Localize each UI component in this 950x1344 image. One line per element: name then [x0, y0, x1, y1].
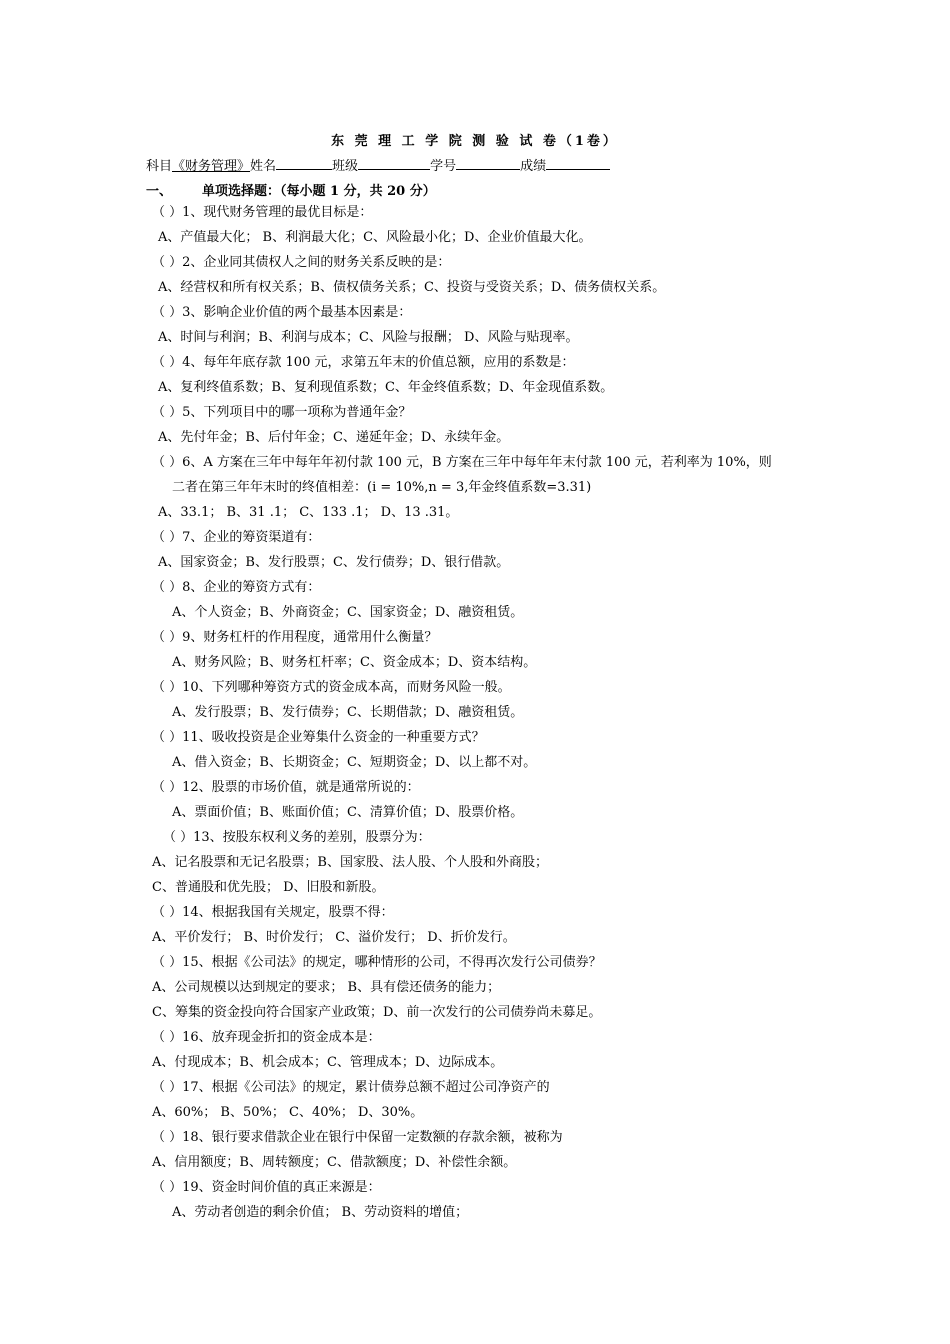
question-stem: （ ）11、吸收投资是企业筹集什么资金的一种重要方式？ [152, 730, 485, 745]
question-options: A、发行股票；B、发行债券；C、长期借款；D、融资租赁。 [172, 705, 524, 720]
question-stem: （ ）8、企业的筹资方式有： [152, 580, 321, 595]
question-stem: （ ）1、现代财务管理的最优目标是： [152, 205, 373, 220]
question-options: A、信用额度；B、周转额度；C、借款额度；D、补偿性余额。 [152, 1155, 517, 1170]
question-stem: （ ）5、下列项目中的哪一项称为普通年金？ [152, 405, 412, 420]
name-blank[interactable] [276, 156, 332, 170]
score-label: 成绩 [520, 159, 547, 174]
question-stem: （ ）19、资金时间价值的真正来源是： [152, 1180, 381, 1195]
question-stem: （ ）6、A 方案在三年中每年年初付款 100 元，B 方案在三年中每年年末付款 100 元，若利率为 10%，则 [152, 455, 772, 470]
question-options: 二者在第三年年末时的终值相差：(i = 10%,n = 3,年金终值系数=3.31) [172, 480, 592, 495]
question-options: A、经营权和所有权关系；B、债权债务关系；C、投资与受资关系；D、债务债权关系。 [158, 280, 666, 295]
student-id-blank[interactable] [456, 156, 520, 170]
name-label: 姓名 [250, 159, 277, 174]
question-stem: （ ）13、按股东权利义务的差别，股票分为： [163, 830, 431, 845]
question-options: C、普通股和优先股； D、旧股和新股。 [152, 880, 385, 895]
question-stem: （ ）2、企业同其债权人之间的财务关系反映的是： [152, 255, 451, 270]
question-options: A、国家资金；B、发行股票；C、发行债券；D、银行借款。 [158, 555, 510, 570]
section-title: 单项选择题：（每小题 1 分，共 20 分） [202, 184, 436, 199]
question-options: A、借入资金；B、长期资金；C、短期资金；D、以上都不对。 [172, 755, 537, 770]
question-options: A、60%； B、50%； C、40%； D、30%。 [152, 1105, 424, 1120]
section-heading [146, 180, 436, 199]
question-options: A、时间与利润；B、利润与成本；C、风险与报酬； D、风险与贴现率。 [158, 330, 579, 345]
question-options: A、财务风险；B、财务杠杆率；C、资金成本；D、资本结构。 [172, 655, 537, 670]
question-options: A、票面价值；B、账面价值；C、清算价值；D、股票价格。 [172, 805, 524, 820]
question-stem: （ ）3、影响企业价值的两个最基本因素是： [152, 305, 412, 320]
question-options: C、筹集的资金投向符合国家产业政策；D、前一次发行的公司债券尚未募足。 [152, 1005, 602, 1020]
question-options: A、公司规模以达到规定的要求； B、具有偿还债务的能力； [152, 980, 501, 995]
question-stem: （ ）15、根据《公司法》的规定，哪种情形的公司，不得再次发行公司债券？ [152, 955, 602, 970]
question-stem: （ ）10、下列哪种筹资方式的资金成本高，而财务风险一般。 [152, 680, 511, 695]
question-options: A、33.1； B、31 .1； C、133 .1； D、13 .31。 [158, 505, 459, 520]
question-options: A、个人资金；B、外商资金；C、国家资金；D、融资租赁。 [172, 605, 524, 620]
question-stem: （ ）4、每年年底存款 100 元，求第五年末的价值总额，应用的系数是： [152, 355, 575, 370]
question-options: A、复利终值系数；B、复利现值系数；C、年金终值系数；D、年金现值系数。 [158, 380, 614, 395]
question-stem: （ ）9、财务杠杆的作用程度，通常用什么衡量？ [152, 630, 438, 645]
section-number: 一、 [146, 184, 173, 199]
question-stem: （ ）17、根据《公司法》的规定，累计债券总额不超过公司净资产的 [152, 1080, 550, 1095]
subject-label: 科目 [146, 159, 173, 174]
question-options: A、先付年金；B、后付年金；C、递延年金；D、永续年金。 [158, 430, 510, 445]
question-options: A、付现成本；B、机会成本；C、管理成本；D、边际成本。 [152, 1055, 504, 1070]
subject-value: 《财务管理》 [172, 159, 251, 174]
student-info-line [146, 155, 610, 174]
question-stem: （ ）12、股票的市场价值，就是通常所说的： [152, 780, 420, 795]
question-options: A、产值最大化； B、利润最大化；C、风险最小化；D、企业价值最大化。 [158, 230, 592, 245]
exam-title: 东 莞 理 工 学 院 测 验 试 卷（1卷） [331, 134, 619, 149]
question-stem: （ ）14、根据我国有关规定，股票不得： [152, 905, 394, 920]
question-stem: （ ）16、放弃现金折扣的资金成本是： [152, 1030, 381, 1045]
score-blank[interactable] [546, 156, 610, 170]
question-options: A、记名股票和无记名股票；B、国家股、法人股、个人股和外商股； [152, 855, 548, 870]
question-options: A、劳动者创造的剩余价值； B、劳动资料的增值； [172, 1205, 469, 1220]
question-stem: （ ）18、银行要求借款企业在银行中保留一定数额的存款余额，被称为 [152, 1130, 563, 1145]
class-blank[interactable] [358, 156, 430, 170]
student-id-label: 学号 [430, 159, 457, 174]
question-options: A、平价发行； B、时价发行； C、溢价发行； D、折价发行。 [152, 930, 516, 945]
question-stem: （ ）7、企业的筹资渠道有： [152, 530, 321, 545]
class-label: 班级 [332, 159, 359, 174]
